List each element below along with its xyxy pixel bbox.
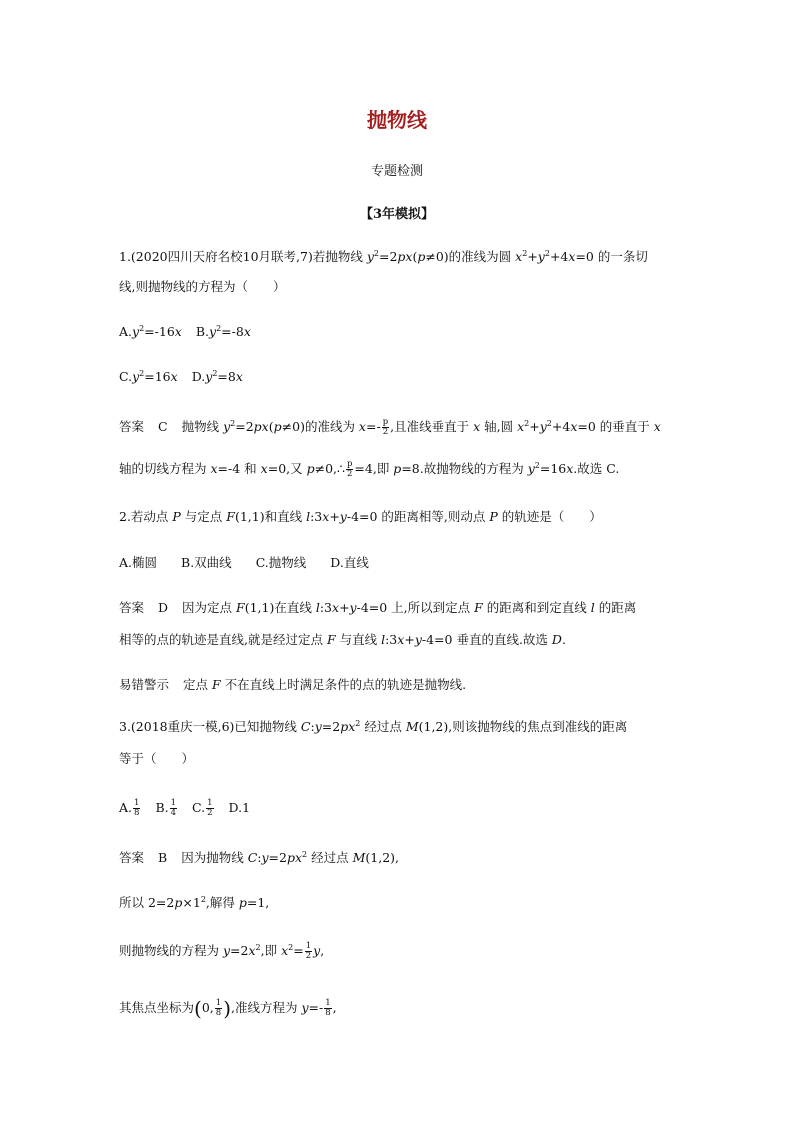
fraction: $\frac{1}{2}$ (305, 941, 312, 961)
q1-option-a: $A.y^2=-16x$ (119, 323, 182, 339)
fraction: $\frac{p}{2}$ (382, 417, 389, 437)
q2-answer-line1: 答案 D 因为定点 F(1,1)在直线 l:3x+y-4=0 上,所以到定点 F 的距离和到定直线 l 的距离 (119, 600, 637, 615)
q3-answer-line1: 答案 B 因为抛物线 $C:y=2px^2$ 经过点 M(1,2), (119, 849, 400, 865)
q2-option-b: B.双曲线 (181, 555, 232, 570)
q1-options-cd (119, 368, 243, 386)
q2-options (119, 554, 369, 572)
page-title: 抛物线 (367, 108, 427, 132)
answer-label: 答案 (119, 600, 145, 615)
answer-choice: B (158, 850, 168, 865)
fraction: $\frac{p}{2}$ (346, 459, 353, 479)
fraction: $\frac{1}{4}$ (170, 798, 177, 818)
q1-option-c: $C.y^2=16x$ (119, 368, 178, 384)
page-subtitle: 专题检测 (370, 164, 423, 179)
answer-label: 答案 (119, 850, 145, 865)
q3-option-a: A. $\frac{1}{8}$ (119, 798, 140, 818)
answer-choice: D (158, 600, 169, 615)
q2-option-a: A.椭圆 (119, 555, 158, 570)
fraction: $\frac{1}{8}$ (215, 998, 222, 1018)
q3-answer-line3: 则抛物线的方程为 $y=2x^2$,即 $x^2=$ $\frac{1}{2}$ y, (119, 941, 325, 961)
q3-option-c: C. $\frac{1}{2}$ (192, 798, 213, 818)
answer-label: 答案 (119, 419, 145, 434)
q3-stem-line2: 等于（ ） (119, 751, 195, 766)
q3-option-d: D.1 (228, 800, 251, 815)
q3-answer-line2: 所以 $2=2p\times 1^2$,解得 p=1, (119, 894, 270, 910)
q2-stem: 2.若动点 P 与定点 F(1,1)和直线 l:3x+y-4=0 的距离相等,则动点 P 的轨迹是（ ） (119, 509, 602, 524)
section-heading: 【3年模拟】 (359, 207, 435, 222)
q1-answer-line2: 轴的切线方程为 x=-4 和 x=0,又 p≠0,∴ $\frac{p}{2}$ =4,即 p=8.故抛物线的方程为 $y^2=16x$.故选 C. (119, 459, 620, 479)
q1-stem-line1: 1.(2020四川天府名校10月联考,7)若抛物线 $y^2=2px(p\ne 0)$的准线为圆 $x^2+y^2+4x=0$ 的一条切 (119, 248, 648, 264)
warning-label: 易错警示 (119, 677, 170, 692)
q3-option-b: B. $\frac{1}{4}$ (155, 798, 177, 818)
q2-error-warning: 易错警示 定点 F 不在直线上时满足条件的点的轨迹是抛物线. (119, 677, 467, 692)
q3-answer-line4: 其焦点坐标为(0, $\frac{1}{8}$ ),准线方程为 y=- $\frac{1}{8}$ , (119, 996, 337, 1021)
q1-option-d: $D.y^2=8x$ (191, 368, 243, 384)
fraction: $\frac{1}{2}$ (207, 798, 213, 818)
q3-stem-line1: 3.(2018重庆一模,6)已知抛物线 $C:y=2px^2$ 经过点 M(1,2),则该抛物线的焦点到准线的距离 (119, 718, 628, 734)
q1-options-ab (119, 323, 251, 341)
fraction: $\frac{1}{8}$ (325, 998, 331, 1018)
q1-stem-line2: 线,则抛物线的方程为（ ） (119, 279, 286, 294)
q1-option-b: $B.y^2=-8x$ (195, 323, 251, 339)
q1-answer-line1: 答案 C 抛物线 $y^2=2px(p\ne 0)$的准线为 x=- $\frac{p}{2}$ ,且准线垂直于 x 轴,圆 $x^2+y^2+4x=0$ 的垂直于 x (119, 417, 661, 437)
q2-option-c: C.抛物线 (255, 555, 307, 570)
q2-answer-line2: 相等的点的轨迹是直线,就是经过定点 F 与直线 l:3x+y-4=0 垂直的直线.故选 D. (119, 632, 566, 647)
q2-option-d: D.直线 (330, 555, 369, 570)
fraction: $\frac{1}{8}$ (134, 798, 140, 818)
answer-choice: C (158, 419, 168, 434)
q3-options (119, 799, 250, 818)
